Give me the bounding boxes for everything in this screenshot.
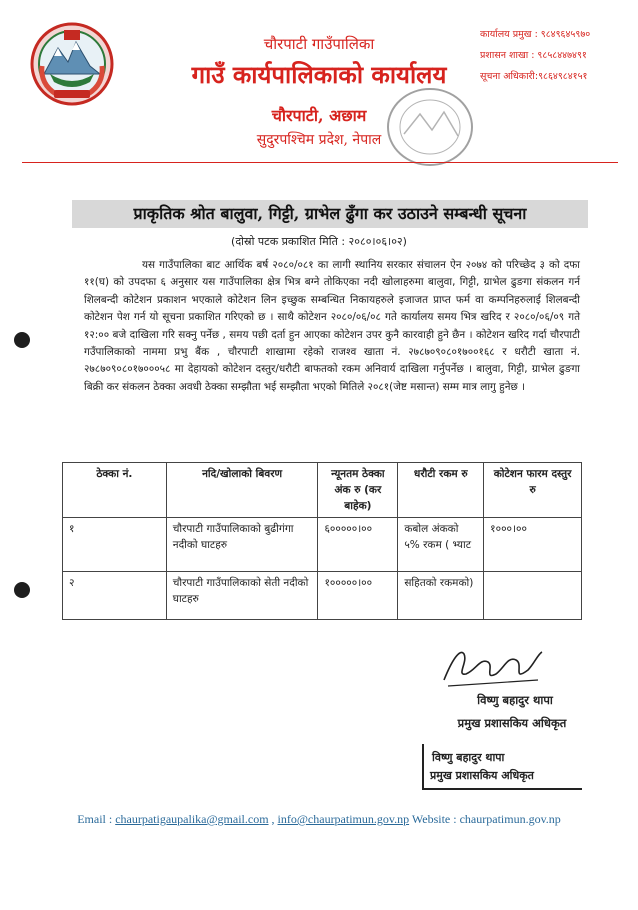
office-location: चौरपाटी, अछाम xyxy=(271,106,367,125)
office-title: गाउँ कार्यपालिकाको कार्यालय xyxy=(191,60,447,89)
punch-hole-top xyxy=(14,332,30,348)
email-label: Email : xyxy=(77,812,116,826)
municipality-name: चौरपाटी गाउँपालिका xyxy=(263,35,375,53)
col-min-amount: न्यूनतम ठेक्का अंक रु (कर बाहेक) xyxy=(318,463,398,518)
website-link[interactable]: chaurpatimun.gov.np xyxy=(459,812,561,826)
signatory-name: विष्णु बहादुर थापा xyxy=(477,693,553,707)
signatory-stamp xyxy=(422,744,582,790)
stamp-title: प्रमुख प्रशासकिय अधिकृत xyxy=(430,769,534,782)
email-link-info[interactable]: info@chaurpatimun.gov.np xyxy=(277,812,410,826)
contact-chief: कार्यालय प्रमुख : ९८४९६४५९७० xyxy=(480,29,591,40)
table-cell: १०००।०० xyxy=(484,518,582,572)
notice-title: प्राकृतिक श्रोत बालुवा, गिट्टी, ग्राभेल ढुँगा कर उठाउने सम्बन्धी सूचना xyxy=(72,200,588,228)
table-cell xyxy=(484,572,582,620)
publication-date: (दोस्रो पटक प्रकाशित मिति : २०८०।०६।०२) xyxy=(231,235,407,248)
handwritten-signature xyxy=(438,640,548,692)
table-cell: २ xyxy=(63,572,167,620)
col-form-fee: कोटेशन फारम दस्तुर रु xyxy=(484,463,582,518)
province-name: सुदुरपश्चिम प्रदेश, नेपाल xyxy=(256,132,382,148)
notice-body xyxy=(84,257,580,396)
quotation-table xyxy=(62,462,582,620)
email-separator: , xyxy=(268,812,278,826)
notice-body-text: यस गाउँपालिका बाट आर्थिक बर्ष २०८०/०८१ का लागी स्थानिय सरकार संचालन ऐन २०७४ को परिच्छेद ३ को दफा ११(घ) को उपदफा ६ अनुसार यस गाउँपालिका क्षेत्र भित्र बग्ने तोकिएका नदी खोलाहरुमा बालुवा, गिट्टी, ग्राभेल ढुङगा संकलन गर्न शिलबन्दी कोटेशन प्रकाशन भएकाले कोटेशन लिन इच्छुक सम्बन्धित निकायहरुले इजाजत प्राप्त फर्म वा कम्पनिहरुलाई शिलबन्दी कोटेशन पेश गर्न यो सूचना प्रकाशित गरिएको छ । साथै कोटेशन २०८०/०६/०८ गते कार्यालय समय भित्र खरिद र २०८०/०६/०९ गते १२:०० बजे दाखिला गरि सक्नु पर्नेछ , समय पछी दर्ता हुन आएका कोटेशन उपर कुनै कारवाही हुने छैन । कोटेशन खरिद गर्दा चौरपाटी गउँपालिकाको नाममा प्रभु बैंक , चौरपाटी शाखामा रहेको राजश्व खाता नं. २७८७०९०८०१७००१६८ र धरौटी खाता नं. २७८७०९०८०१७०००५८ मा देहायको कोटेशन दस्तुर/धरौटी बाफतको रकम अनिवार्य दाखिला गर्नुपर्नेछ । बालुवा, गिट्टी, ग्राभेल ढुङगा बिक्री कर संकलन ठेक्का अवधी ठेक्का सम्झौता भई सम्झौता भएको मितिले २०८१(जेष्ट मसान्त) सम्म मात्र लागु हुनेछ । xyxy=(84,259,580,393)
footer-contact xyxy=(0,812,638,827)
signatory-title: प्रमुख प्रशासकिय अधिकृत xyxy=(457,716,567,730)
punch-hole-bottom xyxy=(14,582,30,598)
table-cell: सहितको रकमको) xyxy=(398,572,484,620)
stamp-name: विष्णु बहादुर थापा xyxy=(432,751,505,764)
table-cell: चौरपाटी गाउँपालिकाको सेती नदीको घाटहरु xyxy=(166,572,318,620)
contact-list xyxy=(480,24,632,87)
contact-info-officer: सूचना अधिकारी:९८६४९८४१५१ xyxy=(480,71,588,82)
table-header-row xyxy=(63,463,582,518)
col-deposit: धरौटी रकम रु xyxy=(398,463,484,518)
table-row xyxy=(63,572,582,620)
table-cell: १०००००।०० xyxy=(318,572,398,620)
contact-admin: प्रशासन शाखा : ९८५८४४७४९१ xyxy=(480,50,587,61)
table-cell: १ xyxy=(63,518,167,572)
table-cell: चौरपाटी गाउँपालिकाको बुढीगंगा नदीको घाटहरु xyxy=(166,518,318,572)
table-cell: कबोल अंकको ५% रकम ( भ्याट xyxy=(398,518,484,572)
table-cell: ६०००००।०० xyxy=(318,518,398,572)
email-link-primary[interactable]: chaurpatigaupalika@gmail.com xyxy=(115,812,269,826)
col-river-detail: नदि/खोलाको बिवरण xyxy=(166,463,318,518)
header-divider xyxy=(22,162,618,163)
office-round-stamp-icon xyxy=(384,84,476,170)
col-contract-no: ठेक्का नं. xyxy=(63,463,167,518)
website-label: Website : xyxy=(409,812,460,826)
table-row xyxy=(63,518,582,572)
